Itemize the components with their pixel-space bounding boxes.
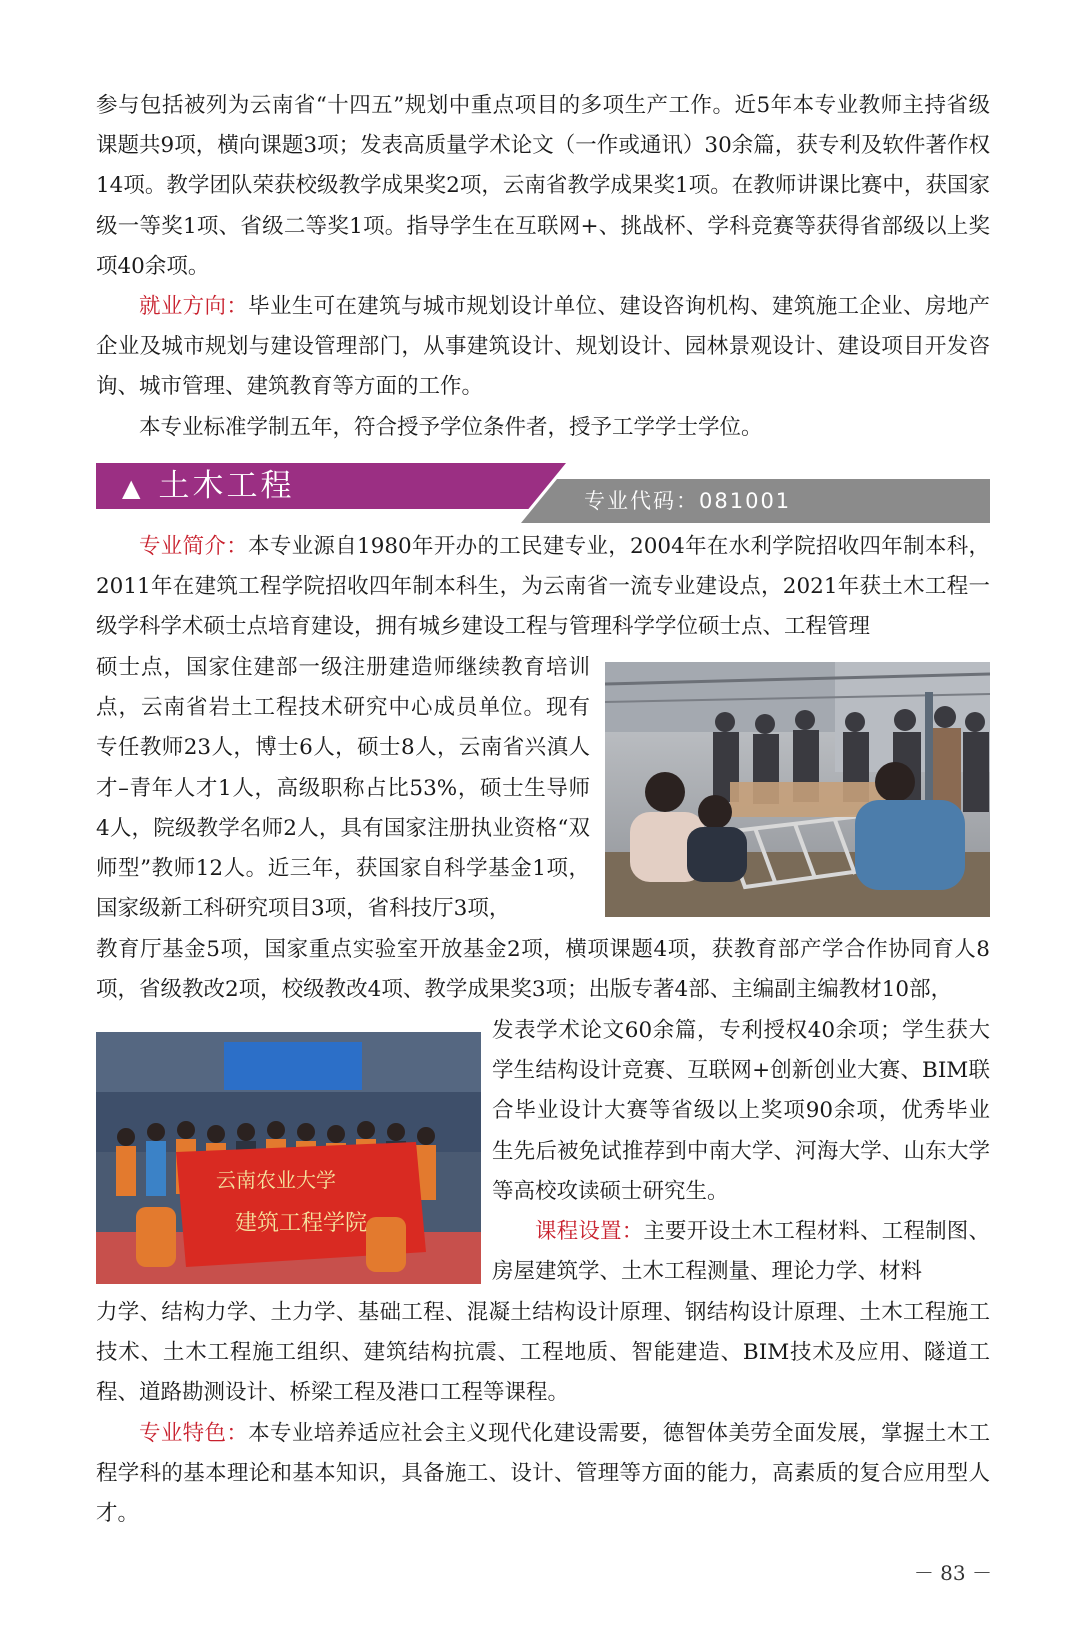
section-title <box>122 463 294 509</box>
employment-label: 就业方向： <box>139 294 249 319</box>
features-label: 专业特色： <box>139 1421 249 1446</box>
major-intro-right-column <box>492 1011 990 1212</box>
students-model-photo-image <box>605 662 990 917</box>
degree-note-text: 本专业标准学制五年，符合授予学位条件者，授予工学学士学位。 <box>139 415 763 440</box>
major-intro-label: 专业简介： <box>139 534 249 559</box>
section-banner <box>96 463 990 523</box>
major-intro-middle <box>96 930 990 1010</box>
major-intro-paragraph <box>96 527 990 648</box>
employment-paragraph <box>96 287 990 408</box>
photo-banner-line1: 云南农业大学 <box>216 1168 336 1192</box>
degree-paragraph <box>96 408 990 448</box>
intro-paragraph-text: 参与包括被列为云南省“十四五”规划中重点项目的多项生产工作。近5年本专业教师主持省级课题共9项，横向课题3项；发表高质量学术论文（一作或通讯）30余篇，获专利及软件著作权14项。教学团队荣获校级教学成果奖2项，云南省教学成果奖1项。在教师讲课比赛中，获国家级一等奖1项、省级二等奖1项。指导学生在互联网+、挑战杯、学科竞赛等获得省部级以上奖项40余项。 <box>96 93 990 279</box>
courses-paragraph-start <box>492 1212 990 1292</box>
major-intro-text: 本专业源自1980年开办的工民建专业，2004年在水利学院招收四年制本科，2011年在建筑工程学院招收四年制本科生，为云南省一流专业建设点，2021年获土木工程一级学科学术硕士点培育建设，拥有城乡建设工程与管理科学学位硕士点、工程管理 <box>96 534 990 640</box>
courses-full-text: 力学、结构力学、土力学、基础工程、混凝土结构设计原理、钢结构设计原理、土木工程施工技术、土木工程施工组织、建筑结构抗震、工程地质、智能建造、BIM技术及应用、隧道工程、道路勘测设计、桥梁工程及港口工程等课程。 <box>96 1300 990 1406</box>
employment-text: 毕业生可在建筑与城市规划设计单位、建设咨询机构、建筑施工企业、房地产企业及城市规划与建设管理部门，从事建筑设计、规划设计、园林景观设计、建设项目开发咨询、城市管理、建筑教育等方面的工作。 <box>96 294 990 400</box>
triangle-icon: ▲ <box>122 474 141 502</box>
section-title-text: 土木工程 <box>158 468 295 504</box>
students-model-photo <box>605 662 990 917</box>
courses-paragraph-continued <box>96 1293 990 1414</box>
intro-paragraph <box>96 86 990 287</box>
page-number: － 83 － <box>913 1561 992 1585</box>
courses-right-text: 主要开设土木工程材料、工程制图、房屋建筑学、土木工程测量、理论力学、材料 <box>492 1219 990 1285</box>
features-text: 本专业培养适应社会主义现代化建设需要，德智体美劳全面发展，掌握土木工程学科的基本理论和基本知识，具备施工、设计、管理等方面的能力，高素质的复合应用型人才。 <box>96 1421 990 1527</box>
major-intro-right-text: 发表学术论文60余篇，专利授权40余项；学生获大学生结构设计竞赛、互联网+创新创业大赛、BIM联合毕业设计大赛等省级以上奖项90余项，优秀毕业生先后被免试推荐到中南大学、河海大学、山东大学等高校攻读硕士研究生。 <box>492 1018 990 1204</box>
team-banner-photo-image <box>96 1032 481 1284</box>
major-intro-left-column <box>96 648 590 929</box>
courses-label: 课程设置： <box>535 1219 644 1244</box>
photo-banner-line2: 建筑工程学院 <box>234 1211 368 1236</box>
major-intro-middle-text: 教育厅基金5项，国家重点实验室开放基金2项，横项课题4项，获教育部产学合作协同育人8项，省级教改2项，校级教改4项、教学成果奖3项；出版专著4部、主编副主编教材10部， <box>96 937 990 1003</box>
features-paragraph <box>96 1414 990 1535</box>
team-banner-photo <box>96 1032 481 1284</box>
major-code: 专业代码：081001 <box>584 489 792 513</box>
major-intro-left-text: 硕士点，国家住建部一级注册建造师继续教育培训点，云南省岩土工程技术研究中心成员单位。现有专任教师23人，博士6人，硕士8人，云南省兴滇人才–青年人才1人，高级职称占比53%，硕士生导师4人，院级教学名师2人，具有国家注册执业资格“双师型”教师12人。近三年，获国家自科学基金1项，国家级新工科研究项目3项，省科技厅3项， <box>96 655 590 922</box>
